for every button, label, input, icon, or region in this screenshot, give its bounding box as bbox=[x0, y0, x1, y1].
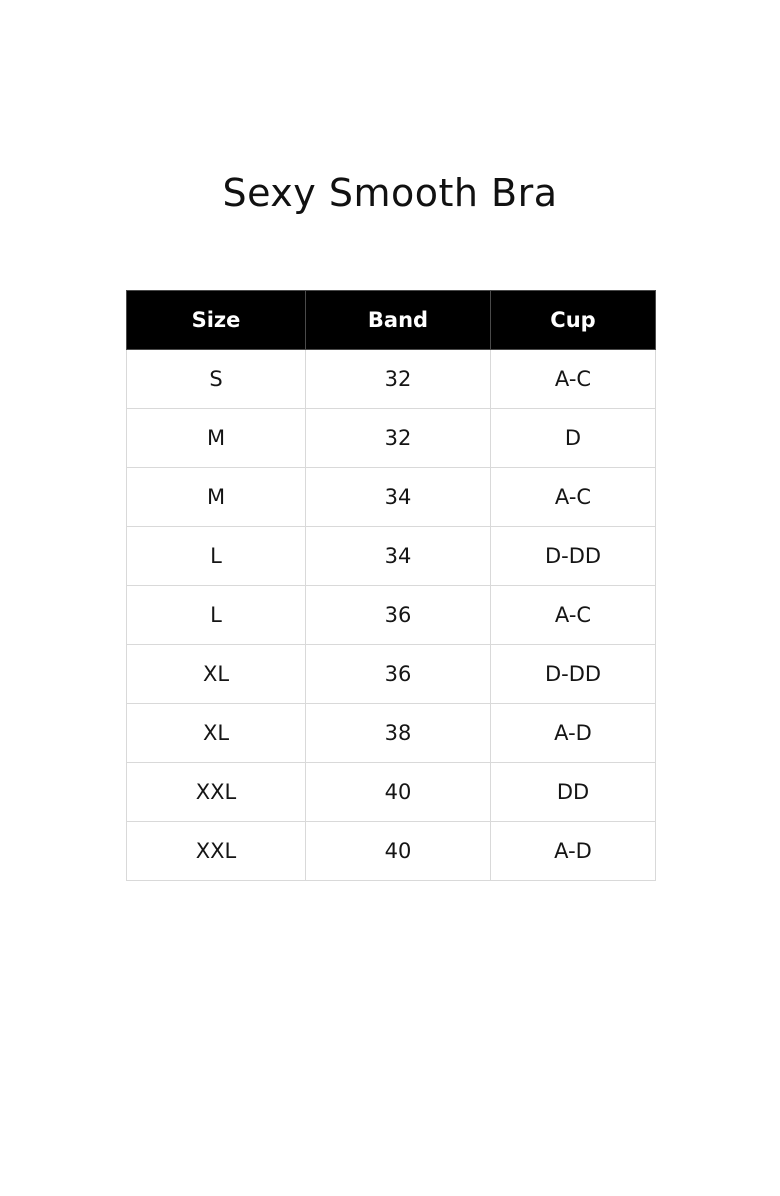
header-cup: Cup bbox=[491, 291, 656, 350]
cell-size: M bbox=[127, 409, 306, 468]
cell-cup: D-DD bbox=[491, 527, 656, 586]
cell-size: XXL bbox=[127, 822, 306, 881]
cell-size: L bbox=[127, 586, 306, 645]
cell-size: XL bbox=[127, 704, 306, 763]
cell-size: S bbox=[127, 350, 306, 409]
table-row bbox=[127, 822, 656, 881]
cell-size: L bbox=[127, 527, 306, 586]
cell-cup: A-C bbox=[491, 586, 656, 645]
cell-band: 32 bbox=[306, 350, 491, 409]
cell-cup: D-DD bbox=[491, 645, 656, 704]
table-row bbox=[127, 704, 656, 763]
table-row bbox=[127, 527, 656, 586]
table-header-row bbox=[127, 291, 656, 350]
cell-band: 38 bbox=[306, 704, 491, 763]
size-chart-table bbox=[126, 290, 656, 881]
cell-size: M bbox=[127, 468, 306, 527]
table-row bbox=[127, 468, 656, 527]
table-row bbox=[127, 350, 656, 409]
table-row bbox=[127, 645, 656, 704]
cell-band: 36 bbox=[306, 645, 491, 704]
table-row bbox=[127, 409, 656, 468]
cell-cup: A-C bbox=[491, 468, 656, 527]
cell-cup: A-D bbox=[491, 704, 656, 763]
cell-band: 34 bbox=[306, 527, 491, 586]
cell-band: 34 bbox=[306, 468, 491, 527]
cell-cup: D bbox=[491, 409, 656, 468]
cell-cup: DD bbox=[491, 763, 656, 822]
cell-band: 36 bbox=[306, 586, 491, 645]
header-size: Size bbox=[127, 291, 306, 350]
cell-cup: A-D bbox=[491, 822, 656, 881]
cell-band: 40 bbox=[306, 822, 491, 881]
header-band: Band bbox=[306, 291, 491, 350]
cell-band: 32 bbox=[306, 409, 491, 468]
table-row bbox=[127, 763, 656, 822]
cell-cup: A-C bbox=[491, 350, 656, 409]
cell-band: 40 bbox=[306, 763, 491, 822]
table-row bbox=[127, 586, 656, 645]
page-title: Sexy Smooth Bra bbox=[222, 171, 558, 215]
cell-size: XL bbox=[127, 645, 306, 704]
cell-size: XXL bbox=[127, 763, 306, 822]
